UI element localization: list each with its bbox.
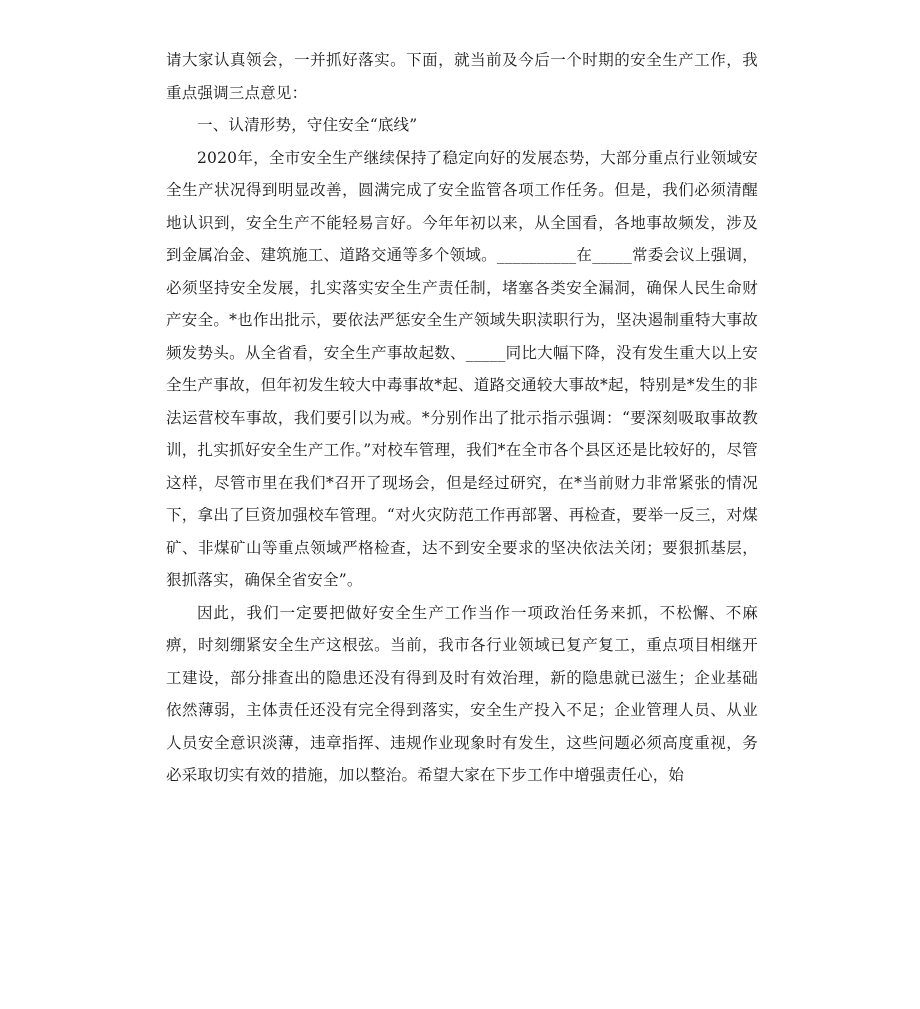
section-heading: 一、认清形势，守住安全“底线”	[197, 116, 418, 134]
paragraph-situation: 2020年，全市安全生产继续保持了稳定向好的发展态势，大部分重点行业领域安全生产状况得到明显改善，圆满完成了安全监管各项工作任务。但是，我们必须清醒地认识到，安全生产不能轻易言好。今年年初以来，从全国看，各地事故频发，涉及到金属冶金、建筑施工、道路交通等多个领域。__________在_____常委会议上强调，必须坚持安全发展，扎实落实安全生产责任制，堵塞各类安全漏洞，确保人民生命财产安全。*也作出批示，要依法严惩安全生产领域失职渎职行为，坚决遏制重特大事故频发势头。从全省看，安全生产事故起数、_____同比大幅下降，没有发生重大以上安全生产事故，但年初发生较大中毒事故*起、道路交通较大事故*起，特别是*发生的非法运营校车事故，我们要引以为戒。*分别作出了批示指示强调：“要深刻吸取事故教训，扎实抓好安全生产工作。”对校车管理，我们*在全市各个县区还是比较好的，尽管这样，尽管市里在我们*召开了现场会，但是经过研究，在*当前财力非常紧张的情况下，拿出了巨资加强校车管理。“对火灾防范工作再部署、再检查，要举一反三，对煤矿、非煤矿山等重点领域严格检查，达不到安全要求的坚决依法关闭；要狠抓基层，狠抓落实，确保全省安全”。	[166, 148, 758, 589]
paragraph-continuation: 请大家认真领会，一并抓好落实。下面，就当前及今后一个时期的安全生产工作，我重点强调三点意见：	[166, 51, 758, 102]
paragraph-therefore: 因此，我们一定要把做好安全生产工作当作一项政治任务来抓，不松懈、不麻痹，时刻绷紧安全生产这根弦。当前，我市各行业领域已复产复工，重点项目相继开工建设，部分排查出的隐患还没有得到及时有效治理，新的隐患就已滋生；企业基础依然薄弱，主体责任还没有完全得到落实，安全生产投入不足；企业管理人员、从业人员安全意识淡薄，违章指挥、违规作业现象时有发生，这些问题必须高度重视，务必采取切实有效的措施，加以整治。希望大家在下步工作中增强责任心，始	[166, 603, 758, 784]
document-body	[166, 44, 758, 792]
